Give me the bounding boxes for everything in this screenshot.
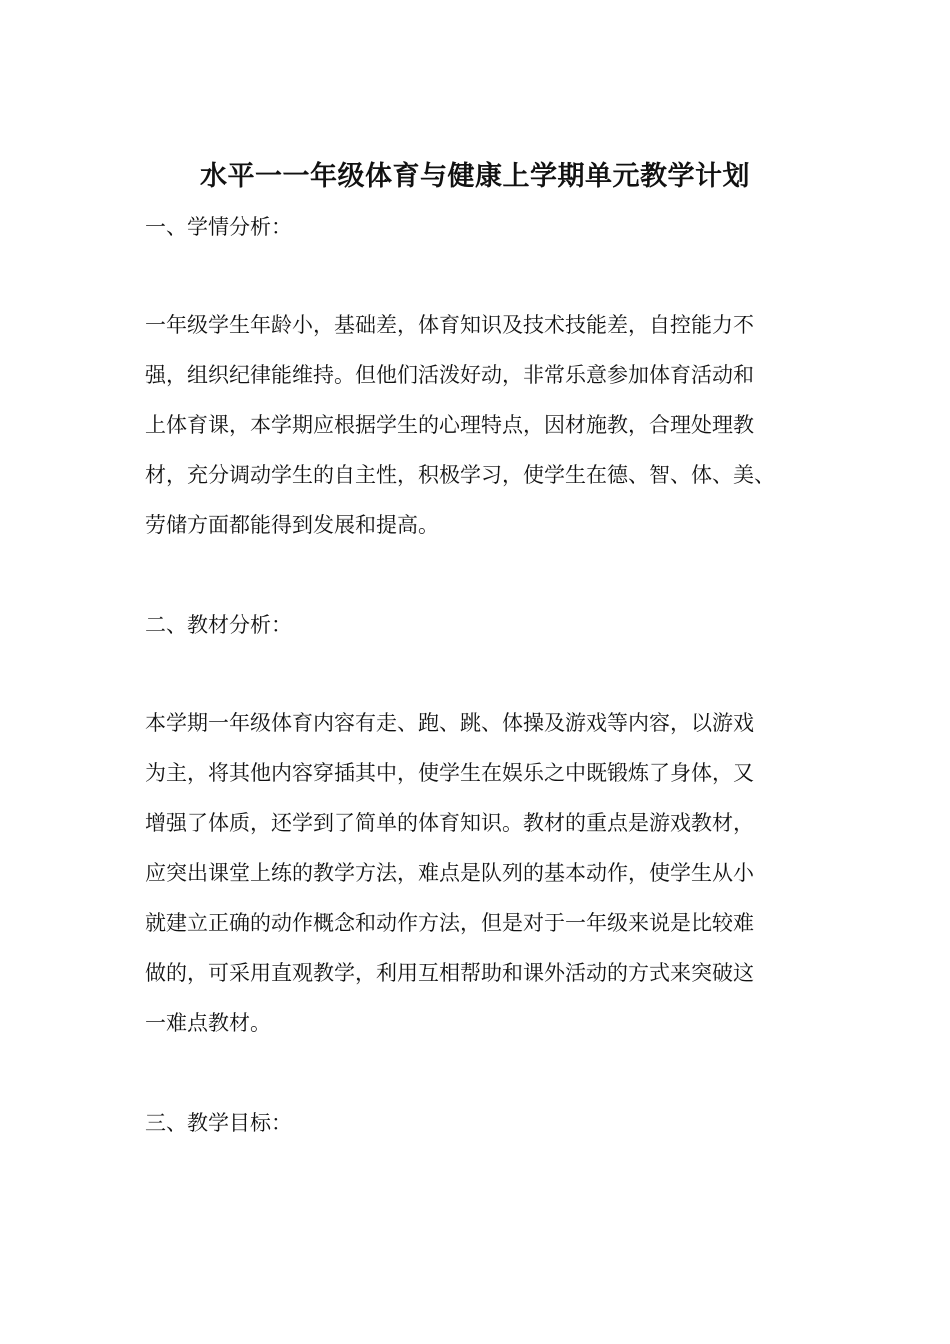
document-title: 水平一一年级体育与健康上学期单元教学计划 — [200, 161, 750, 192]
paragraph-line: 本学期一年级体育内容有走、跑、跳、体操及游戏等内容，以游戏 — [145, 711, 754, 735]
paragraph-line: 劳储方面都能得到发展和提高。 — [145, 513, 439, 537]
paragraph-line: 一年级学生年龄小，基础差，体育知识及技术技能差，自控能力不 — [145, 313, 754, 337]
paragraph-line: 做的，可采用直观教学，利用互相帮助和课外活动的方式来突破这 — [145, 961, 754, 985]
section-heading-teaching-goals: 三、教学目标： — [145, 1111, 292, 1135]
paragraph-line: 应突出课堂上练的教学方法，难点是队列的基本动作，使学生从小 — [145, 861, 754, 885]
paragraph-line: 材，充分调动学生的自主性，积极学习，使学生在德、智、体、美、 — [145, 463, 775, 487]
section-heading-material-analysis: 二、教材分析： — [145, 613, 292, 637]
paragraph-line: 增强了体质，还学到了简单的体育知识。教材的重点是游戏教材， — [145, 811, 754, 835]
paragraph-line: 就建立正确的动作概念和动作方法，但是对于一年级来说是比较难 — [145, 911, 754, 935]
paragraph-line: 强，组织纪律能维持。但他们活泼好动，非常乐意参加体育活动和 — [145, 363, 754, 387]
section-paragraph-material-analysis — [145, 698, 835, 1048]
paragraph-line: 为主，将其他内容穿插其中，使学生在娱乐之中既锻炼了身体，又 — [145, 761, 754, 785]
paragraph-line: 上体育课，本学期应根据学生的心理特点，因材施教，合理处理教 — [145, 413, 754, 437]
paragraph-line: 一难点教材。 — [145, 1011, 271, 1035]
section-heading-learning-analysis: 一、学情分析： — [145, 215, 292, 239]
section-paragraph-learning-analysis — [145, 300, 835, 550]
